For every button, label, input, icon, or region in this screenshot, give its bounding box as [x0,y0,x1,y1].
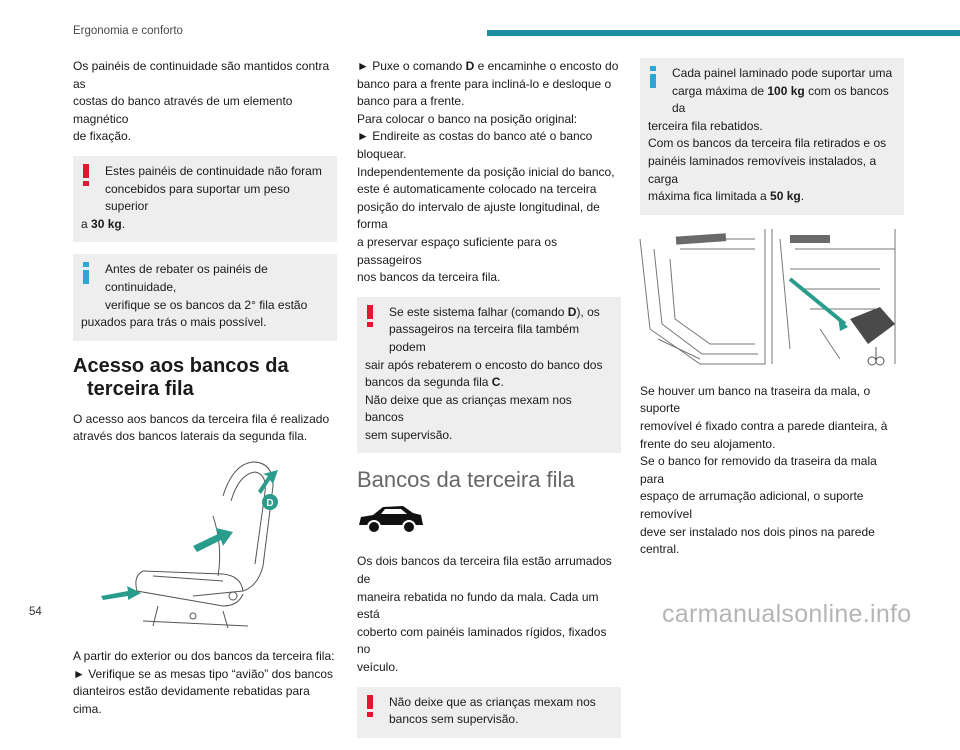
text-line: concebidos para suportar um peso superior [105,181,290,214]
text-line: Com os bancos da terceira fila retirados e os [648,136,887,151]
car-icon [357,503,621,543]
text-line: O acesso aos bancos da terceira fila é realizado [73,411,330,426]
text-line: passageiros na terceira fila também podem [389,322,580,354]
text-line: Não deixe que as crianças mexam nos bancos [365,392,572,425]
text-line: ► Puxe o comando D e encaminhe o encosto do [357,59,619,73]
text-line: bancos da segunda fila C. [365,375,504,390]
warning-icon [83,164,93,186]
text-line: Os dois bancos da terceira fila estão arrumados de [357,554,612,587]
figure-label: D [266,497,274,509]
text-line: ► Endireite as costas do banco até o banco [357,129,593,144]
page-title: Bancos da terceira fila [357,467,575,493]
support-paragraph [640,383,904,559]
warning-icon [367,305,377,327]
running-header: Ergonomia e conforto [73,25,183,37]
warning-icon [367,695,377,717]
text-line: terceira fila rebatidos. [648,118,763,133]
text-line: Independentemente da posição inicial do banco, [357,164,615,179]
info-note-rows [73,254,337,340]
text-line: Se este sistema falhar (comando D), os [389,304,600,319]
text-line: sair após rebaterem o encosto do banco dos [365,357,603,372]
text-line: bancos sem supervisão. [389,712,519,727]
text-line: veículo. [357,660,399,675]
info-icon [650,66,660,88]
text-line: coberto com painéis laminados rígidos, fixados no [357,624,607,657]
intro-paragraph [73,58,337,146]
info-icon [83,262,93,284]
text-line: a 30 kg. [81,216,126,231]
text-line: bloquear. [357,146,407,161]
text-line: a preservar espaço suficiente para os passageiros [357,234,558,267]
info-note-load [640,58,904,215]
section-heading: Acesso aos bancos da terceira fila [73,354,289,400]
trunk-illustration [640,229,904,369]
text-line: deve ser instalado nos dois pinos na parede central. [640,524,875,557]
text-line: painéis laminados removíveis instalados, a carga [648,153,877,186]
access-paragraph [73,411,337,446]
text-line: Antes de rebater os painéis de continuidade, [105,262,268,294]
warning-note-weight [73,156,337,242]
text-line: Se o banco for removido da traseira da mala para [640,454,877,486]
column-3 [640,58,904,569]
text-line: dianteiros estão devidamente rebatidas para cima. [73,684,310,716]
text-line: A partir do exterior ou dos bancos da terceira fila: [73,648,335,663]
text-line: maneira rebatida no fundo da mala. Cada um está [357,589,599,622]
text-line: nos bancos da terceira fila. [357,270,501,285]
text-line: máxima fica limitada a 50 kg. [648,189,805,204]
text-line: puxados para trás o mais possível. [81,315,267,330]
text-line: removível é fixado contra a parede dianteira, à [640,418,888,433]
warning-note-failure [357,297,621,454]
text-line: Não deixe que as crianças mexam nos [389,694,596,709]
text-line: banco para a frente para incliná-lo e desloque o [357,76,612,91]
text-line: Os painéis de continuidade são mantidos contra as [73,59,330,91]
text-line: carga máxima de 100 kg com os bancos da [672,83,889,116]
text-line: através dos bancos laterais da segunda fila. [73,429,308,444]
text-line: banco para a frente. [357,94,465,109]
text-line: costas do banco através de um elemento magnético [73,94,293,126]
watermark: carmanualsonline.info [662,600,912,628]
text-line: Estes painéis de continuidade não foram [105,163,322,178]
exterior-paragraph [73,648,337,718]
text-line: espaço de arrumação adicional, o suporte removível [640,489,864,521]
text-line: posição do intervalo de ajuste longitudinal, de forma [357,199,600,232]
text-line: este é automaticamente colocado na terceira [357,182,597,197]
seat-illustration [73,456,337,634]
page-number: 54 [29,606,42,618]
warning-note-children [357,687,621,738]
header-accent-bar [487,30,960,36]
text-line: Se houver um banco na traseira da mala, o suporte [640,383,871,416]
text-line: ► Verifique se as mesas tipo “avião” dos bancos [73,666,334,681]
trunk-drawing [640,229,904,369]
text-line: frente do seu alojamento. [640,436,776,451]
column-1 [73,58,337,728]
text-line: sem supervisão. [365,427,453,442]
seat-drawing [73,456,337,634]
text-line: verifique se os bancos da 2° fila estão [105,297,308,312]
description-paragraph [357,553,621,676]
text-line: de fixação. [73,129,132,144]
text-line: Cada painel laminado pode suportar uma [672,66,893,80]
text-line: Para colocar o banco na posição original: [357,111,578,126]
procedure-paragraph [357,58,621,287]
column-2 [357,58,621,750]
